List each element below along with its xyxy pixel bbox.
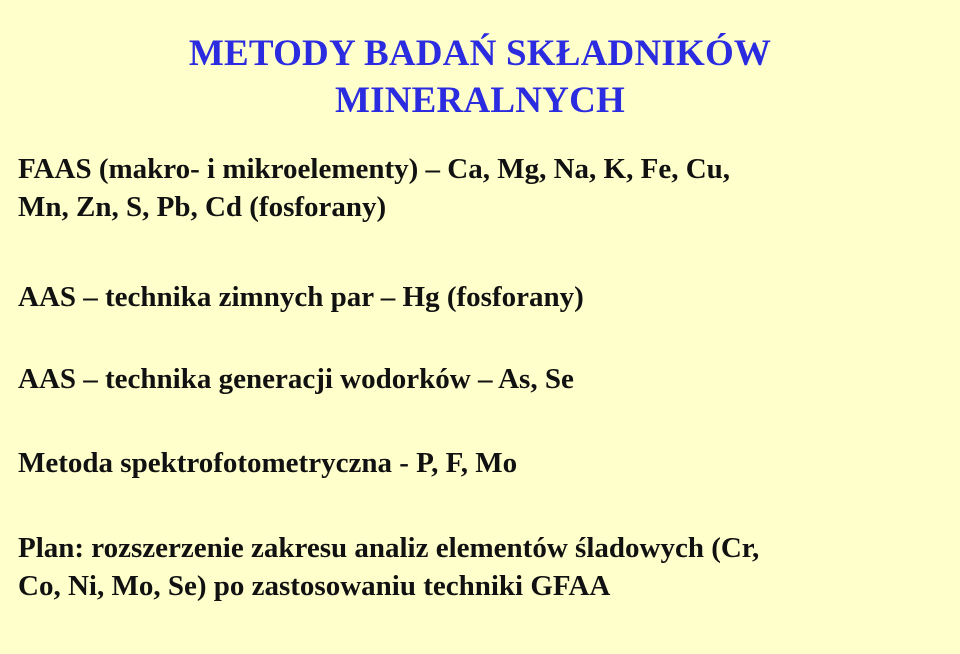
paragraph-aas-cold-vapor (18, 278, 584, 316)
slide-title-line-2: MINERALNYCH (335, 80, 625, 121)
paragraph-plan-line-2: Co, Ni, Mo, Se) po zastosowaniu techniki GFAA (18, 570, 611, 602)
paragraph-plan (18, 529, 759, 605)
paragraph-spectrophotometric-method (18, 444, 517, 482)
paragraph-faas-line-1: FAAS (makro- i mikroelementy) – Ca, Mg, Na, K, Fe, Cu, (18, 153, 731, 185)
slide-title-line-1: METODY BADAŃ SKŁADNIKÓW (188, 33, 772, 74)
paragraph-plan-line-1: Plan: rozszerzenie zakresu analiz elementów śladowych (Cr, (18, 532, 760, 564)
slide-title (0, 30, 960, 124)
paragraph-faas-line-2: Mn, Zn, S, Pb, Cd (fosforany) (18, 191, 387, 223)
paragraph-spectrophotometric-method-line: Metoda spektrofotometryczna - P, F, Mo (18, 447, 518, 479)
paragraph-aas-hydride-generation-line: AAS – technika generacji wodorków – As, Se (18, 363, 574, 395)
paragraph-aas-cold-vapor-line: AAS – technika zimnych par – Hg (fosforany) (18, 281, 584, 313)
paragraph-faas (18, 150, 730, 226)
paragraph-aas-hydride-generation (18, 360, 574, 398)
